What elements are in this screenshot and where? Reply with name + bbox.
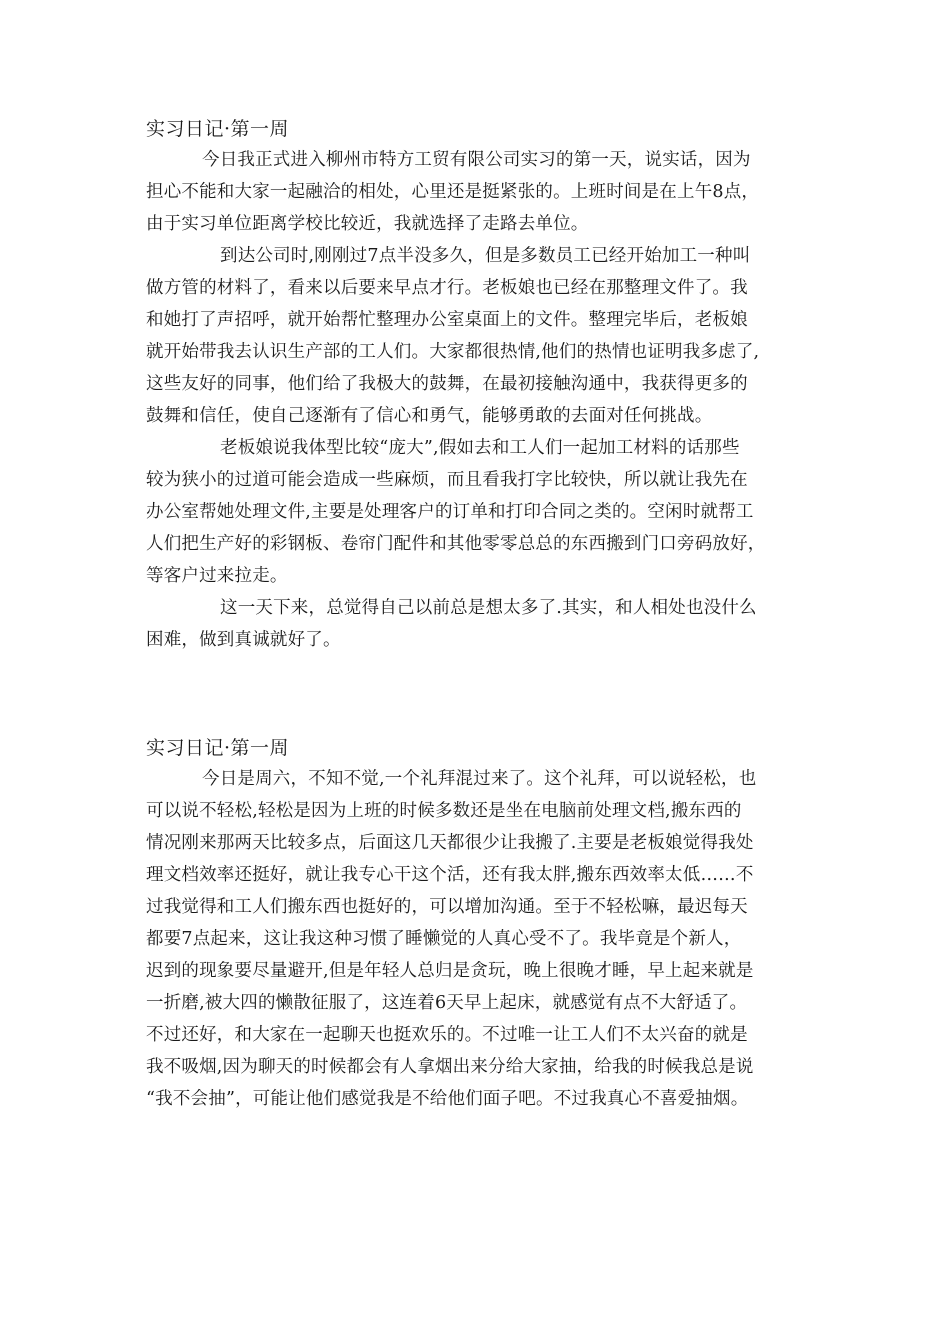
paragraph-line: 到达公司时,刚刚过7点半没多久，但是多数员工已经开始加工一种叫 <box>220 246 751 266</box>
paragraph-line: 理文档效率还挺好，就让我专心干这个活，还有我太胖,搬东西效率太低……不 <box>146 865 754 885</box>
paragraph-line: 迟到的现象要尽量避开,但是年轻人总归是贪玩，晚上很晚才睡，早上起来就是 <box>146 961 754 981</box>
paragraph-line: 人们把生产好的彩钢板、卷帘门配件和其他零零总总的东西搬到门口旁码放好， <box>146 534 766 554</box>
paragraph-line: 情况刚来那两天比较多点，后面这几天都很少让我搬了.主要是老板娘觉得我处 <box>146 833 754 853</box>
paragraph-line: 做方管的材料了，看来以后要来早点才行。老板娘也已经在那整理文件了。我 <box>146 278 748 298</box>
paragraph-line: 就开始带我去认识生产部的工人们。大家都很热情,他们的热情也证明我多虑了, <box>146 342 760 362</box>
paragraph-line: 这一天下来，总觉得自己以前总是想太多了.其实，和人相处也没什么 <box>220 598 757 618</box>
paragraph-line: 今日是周六，不知不觉,一个礼拜混过来了。这个礼拜，可以说轻松，也 <box>202 769 757 789</box>
paragraph-line: 由于实习单位距离学校比较近，我就选择了走路去单位。 <box>146 214 589 234</box>
paragraph-line: 老板娘说我体型比较“庞大”,假如去和工人们一起加工材料的话那些 <box>220 438 740 458</box>
paragraph-line: 今日我正式进入柳州市特方工贸有限公司实习的第一天，说实话，因为 <box>202 150 751 170</box>
paragraph-line: 过我觉得和工人们搬东西也挺好的，可以增加沟通。至于不轻松嘛，最迟每天 <box>146 897 748 917</box>
paragraph-line: 办公室帮她处理文件,主要是处理客户的订单和打印合同之类的。空闲时就帮工 <box>146 502 754 522</box>
paragraph-line: “我不会抽”，可能让他们感觉我是不给他们面子吧。不过我真心不喜爱抽烟。 <box>146 1089 749 1109</box>
paragraph-line: 不过还好，和大家在一起聊天也挺欢乐的。不过唯一让工人们不太兴奋的就是 <box>146 1025 748 1045</box>
paragraph-line: 这些友好的同事，他们给了我极大的鼓舞，在最初接触沟通中，我获得更多的 <box>146 374 748 394</box>
paragraph-line: 担心不能和大家一起融洽的相处，心里还是挺紧张的。上班时间是在上午8点， <box>146 182 760 202</box>
paragraph-line: 和她打了声招呼，就开始帮忙整理办公室桌面上的文件。整理完毕后，老板娘 <box>146 310 748 330</box>
diary-entry-2 <box>146 733 826 1115</box>
paragraph-line: 可以说不轻松,轻松是因为上班的时候多数还是坐在电脑前处理文档,搬东西的 <box>146 801 742 821</box>
paragraph-line: 鼓舞和信任，使自己逐渐有了信心和勇气，能够勇敢的去面对任何挑战。 <box>146 406 713 426</box>
entry-heading: 实习日记·第一周 <box>146 737 290 759</box>
paragraph-line: 困难，做到真诚就好了。 <box>146 630 341 650</box>
paragraph-line: 等客户过来拉走。 <box>146 566 288 586</box>
paragraph-line: 都要7点起来，这让我这种习惯了睡懒觉的人真心受不了。我毕竟是个新人， <box>146 929 742 949</box>
diary-entry-1 <box>146 114 826 656</box>
paragraph-line: 我不吸烟,因为聊天的时候都会有人拿烟出来分给大家抽，给我的时候我总是说 <box>146 1057 754 1077</box>
paragraph-line: 一折磨,被大四的懒散征服了，这连着6天早上起床，就感觉有点不大舒适了。 <box>146 993 748 1013</box>
entry-heading: 实习日记·第一周 <box>146 118 290 140</box>
paragraph-line: 较为狭小的过道可能会造成一些麻烦，而且看我打字比较快，所以就让我先在 <box>146 470 748 490</box>
